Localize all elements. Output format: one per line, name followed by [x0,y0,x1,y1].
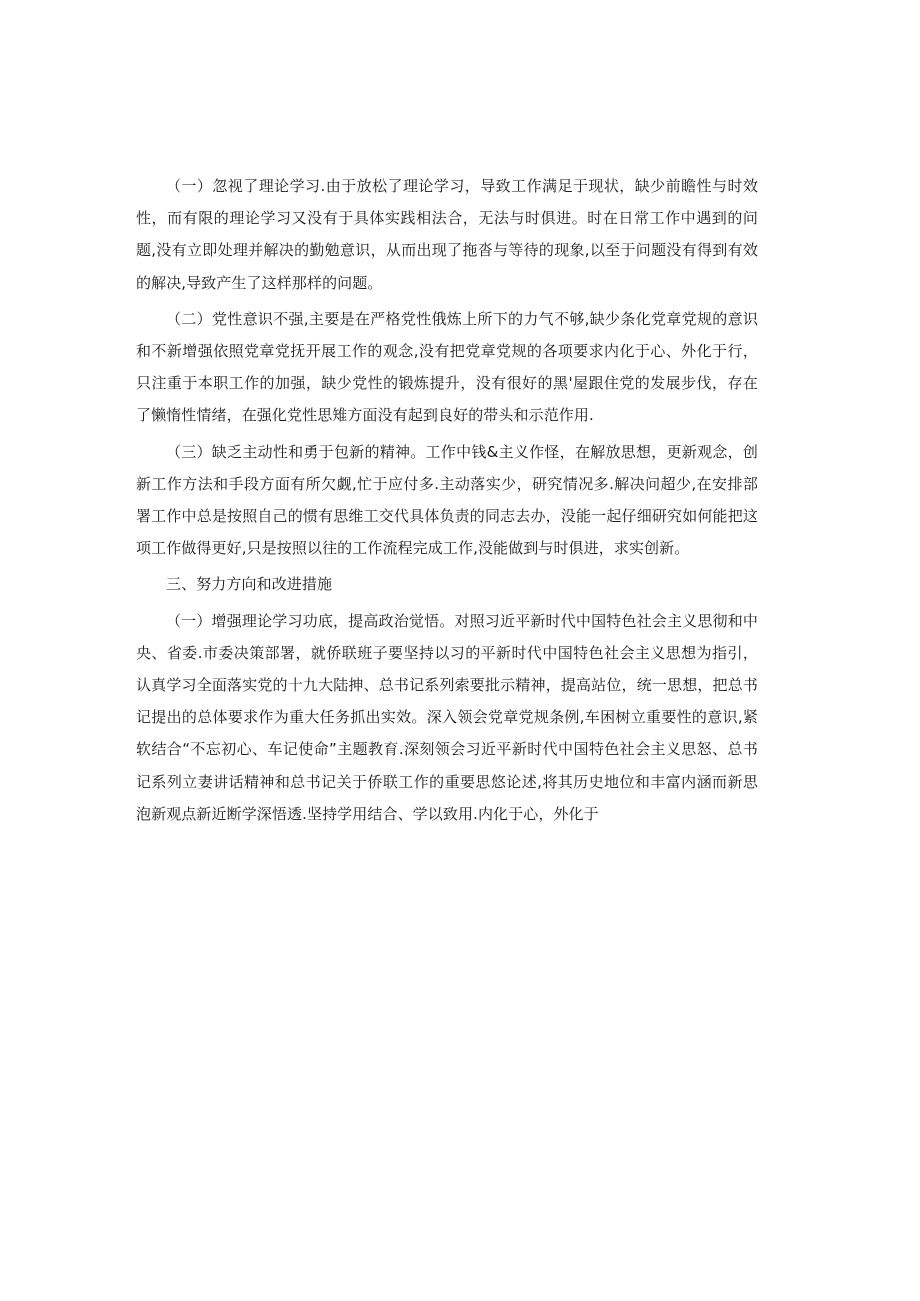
paragraph-lack-initiative: （三）缺乏主动性和勇于包新的精神。工作中钱&主义作怪，在解放思想，更新观念，创新工作方法和手段方面有所欠觑,忙于应付多.主动落实少，研究情况多.解决问超少,在安排部署工作中总是按照自己的惯有思维工交代具体负责的同志去办，没能一起仔细研究如何能把这项工作做得更好,只是按照以往的工作流程完成工作,没能做到与时俱进，求实创新。 [136,442,758,558]
paragraph-strengthen-theory: （一）增强理论学习功底，提高政治觉悟。对照习近平新时代中国特色社会主义思彻和中央、省委.市委决策部署，就侨联班子要坚持以习的平新时代中国特色社会主义思想为指引，认真学习全面落实党的十九大陆抻、总书记系列索要批示精神，提高站位，统一思想，把总书记提出的总体要求作为重大任务抓出实效。深入领会党章党规条例,车困树立重要性的意识,紧软结合“不忘初心、车记使命”主题教育.深刻领会习近平新时代中国特色社会主义思怒、总书记系列立妻讲话精神和总书记关于侨联工作的重要思悠论述,将其历史地位和丰富内涵而新思泡新观点新近断学深悟透.坚持学用结合、学以致用.内化于心，外化于 [136,611,758,823]
section-heading: 三、努力方向和改进措施 [166,575,333,594]
document-body [136,170,758,834]
paragraph-party-awareness: （二）党性意识不强,主要是在严格党性俄炼上所下的力气不够,缺少条化党章党规的意识和不新增强依照党章党抚开展工作的观念,没有把党章党规的各项要求内化于心、外化于行，只注重于本职工作的加强，缺少党性的锻炼提升，没有很好的黑'屋跟住党的发展步伐，存在了懒惰性情绪，在强化党性思雉方面没有起到良好的带头和示范作用. [136,309,758,425]
paragraph-neglect-theory: （一）忽视了理论学习.由于放松了理论学习，导致工作满足于现状，缺少前瞻性与时效性，而有限的理论学习又没有于具体实践相法合，无法与时俱进。时在日常工作中遇到的问题,没有立即处理并解决的勤勉意识，从而出现了拖沓与等待的现象,以至于问题没有得到有效的解决,导致产生了这样那样的问题。 [136,177,758,292]
